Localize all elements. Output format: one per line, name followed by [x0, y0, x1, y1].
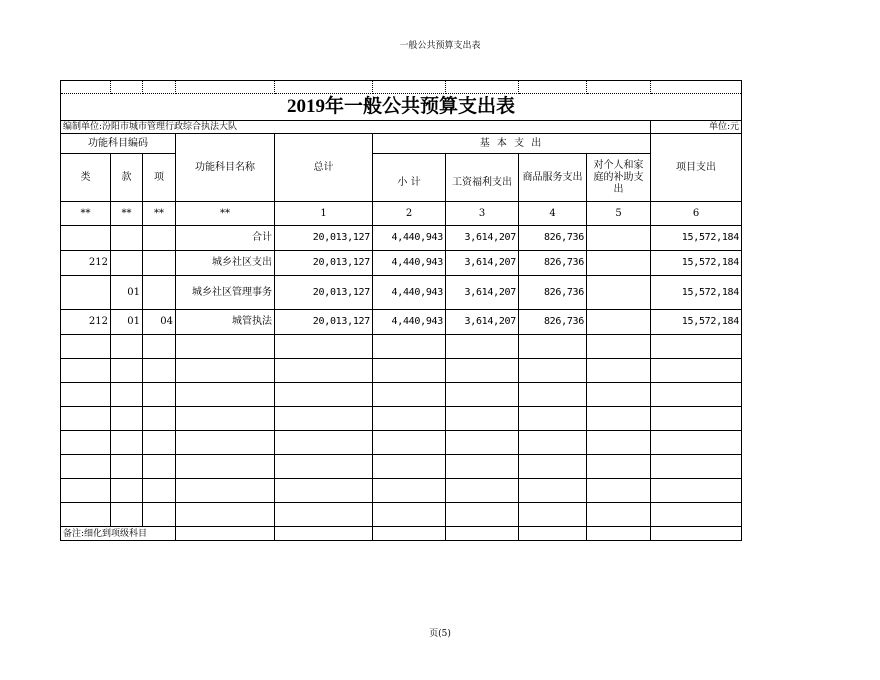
cell-xiang [143, 251, 176, 276]
cell-lei [61, 276, 111, 310]
top-spacer-row [61, 81, 742, 94]
index-cell: ** [176, 202, 275, 226]
cell-subtotal: 4,440,943 [373, 251, 446, 276]
cell-project: 15,572,184 [651, 310, 742, 335]
note: 备注:细化到项级科目 [61, 527, 176, 541]
cell-total: 20,013,127 [275, 310, 373, 335]
cell-personal [587, 226, 651, 251]
empty-row [61, 455, 742, 479]
cell-total: 20,013,127 [275, 226, 373, 251]
empty-row [61, 335, 742, 359]
header-basic [373, 134, 651, 154]
cell-subtotal: 4,440,943 [373, 310, 446, 335]
index-cell: 3 [446, 202, 519, 226]
cell-name: 城乡社区管理事务 [176, 276, 275, 310]
page-header: 一般公共预算支出表 [399, 41, 481, 51]
index-cell: ** [111, 202, 143, 226]
budget-table [60, 80, 742, 541]
cell-lei [61, 226, 111, 251]
cell-project: 15,572,184 [651, 276, 742, 310]
cell-wage: 3,614,207 [446, 251, 519, 276]
cell-kuan [111, 226, 143, 251]
index-cell: 2 [373, 202, 446, 226]
cell-project: 15,572,184 [651, 251, 742, 276]
cell-subtotal: 4,440,943 [373, 226, 446, 251]
cell-project: 15,572,184 [651, 226, 742, 251]
cell-xiang: 04 [143, 310, 176, 335]
cell-name: 合计 [176, 226, 275, 251]
cell-personal [587, 276, 651, 310]
index-cell: ** [61, 202, 111, 226]
cell-personal [587, 251, 651, 276]
unit-label: 单位:元 [651, 121, 742, 134]
table-row [61, 310, 742, 335]
header-subtotal: 小 计 [373, 154, 446, 202]
cell-name: 城管执法 [176, 310, 275, 335]
note-row [61, 527, 742, 541]
header-xiang: 项 [143, 154, 176, 202]
header-func-code: 功能科目编码 [61, 134, 176, 154]
cell-goods: 826,736 [519, 251, 587, 276]
index-cell: 4 [519, 202, 587, 226]
cell-wage: 3,614,207 [446, 310, 519, 335]
table-row [61, 251, 742, 276]
table-row [61, 226, 742, 251]
cell-subtotal: 4,440,943 [373, 276, 446, 310]
cell-goods: 826,736 [519, 226, 587, 251]
empty-row [61, 407, 742, 431]
cell-goods: 826,736 [519, 276, 587, 310]
header-wage: 工资福利支出 [446, 154, 519, 202]
index-row [61, 202, 742, 226]
empty-row [61, 479, 742, 503]
index-cell: ** [143, 202, 176, 226]
cell-name: 城乡社区支出 [176, 251, 275, 276]
index-cell: 6 [651, 202, 742, 226]
cell-total: 20,013,127 [275, 276, 373, 310]
cell-xiang [143, 276, 176, 310]
table-row [61, 276, 742, 310]
header-total: 总计 [275, 134, 373, 202]
header-basic-text: 基 本 支 出 [479, 137, 544, 149]
cell-wage: 3,614,207 [446, 276, 519, 310]
header-project: 项目支出 [651, 134, 742, 202]
header-personal: 对个人和家庭的补助支出 [587, 154, 651, 202]
cell-personal [587, 310, 651, 335]
index-cell: 1 [275, 202, 373, 226]
header-row-1 [61, 134, 742, 154]
cell-kuan: 01 [111, 276, 143, 310]
empty-row [61, 383, 742, 407]
empty-row [61, 431, 742, 455]
table-title: 2019年一般公共预算支出表 [61, 94, 742, 121]
cell-kuan: 01 [111, 310, 143, 335]
empty-row [61, 503, 742, 527]
compiling-unit: 编制单位:汾阳市城市管理行政综合执法大队 [61, 121, 651, 134]
cell-lei: 212 [61, 310, 111, 335]
cell-kuan [111, 251, 143, 276]
header-kuan: 款 [111, 154, 143, 202]
cell-wage: 3,614,207 [446, 226, 519, 251]
header-lei: 类 [61, 154, 111, 202]
cell-total: 20,013,127 [275, 251, 373, 276]
header-func-name: 功能科目名称 [176, 134, 275, 202]
page-footer: 页(5) [429, 629, 451, 639]
header-row-2 [61, 154, 742, 202]
cell-goods: 826,736 [519, 310, 587, 335]
title-row [61, 94, 742, 121]
header-goods: 商品服务支出 [519, 154, 587, 202]
empty-row [61, 359, 742, 383]
info-row [61, 121, 742, 134]
cell-lei: 212 [61, 251, 111, 276]
cell-xiang [143, 226, 176, 251]
index-cell: 5 [587, 202, 651, 226]
